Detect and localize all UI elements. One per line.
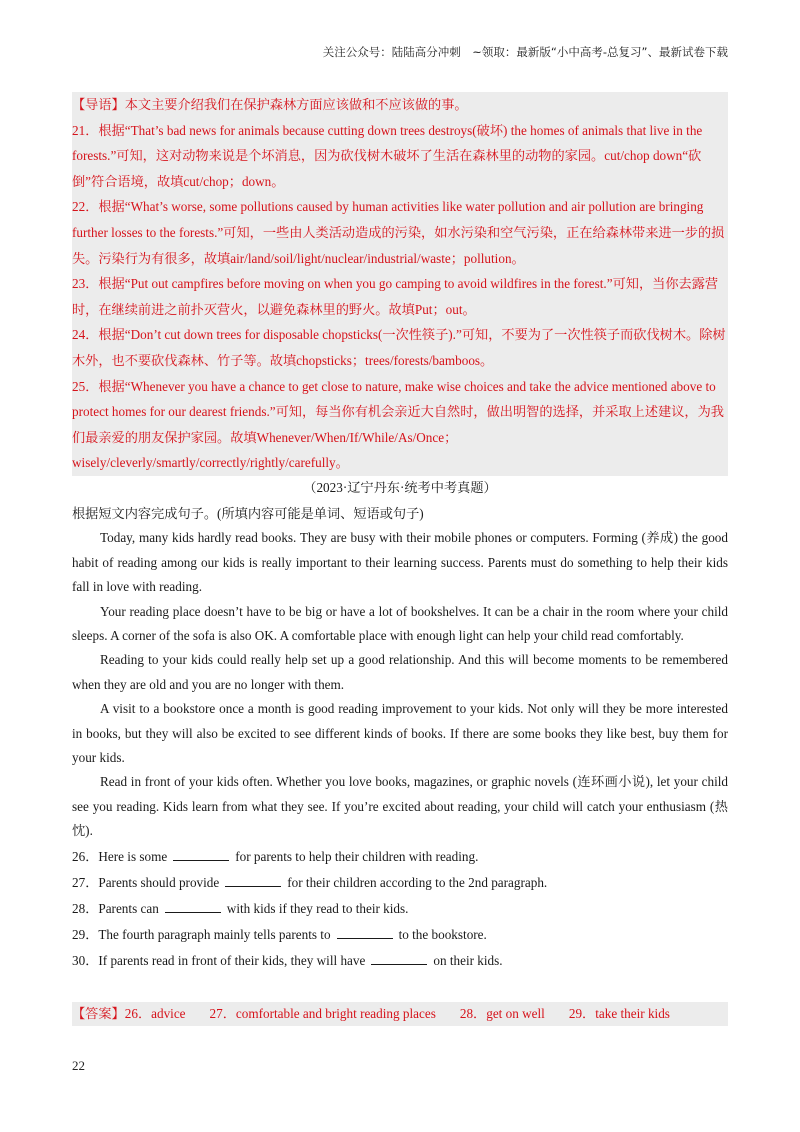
- question-30: 30．If parents read in front of their kids, they will have on their kids.: [72, 952, 503, 968]
- answer-blank[interactable]: [165, 900, 221, 913]
- paragraph-5: Read in front of your kids often. Whether you love books, magazines, or graphic novels (连环画小说), let your child see you reading. Kids learn from what they see. If you’re excited about reading, your child will catch your enthusiasm (热忱).: [72, 774, 728, 839]
- analysis-item-21: 21．根据“That’s bad news for animals because cutting down trees destroys(破坏) the homes of animals that live in the forests.”可知，这对动物来说是个坏消息，因为砍伐树木破坏了生活在森林里的动物的家园。cut/chop down“砍倒”符合语境，故填cut/chop；down。: [72, 122, 703, 189]
- analysis-item-24: 24．根据“Don’t cut down trees for disposable chopsticks(一次性筷子).”可知，不要为了一次性筷子而砍伐树木。除树木外，也不要砍伐森林、竹子等。故填chopsticks；trees/forests/bamboos。: [72, 327, 726, 368]
- answer-blank[interactable]: [371, 952, 427, 965]
- analysis-item-22: 22．根据“What’s worse, some pollutions caused by human activities like water pollution and air pollution are bringing further losses to the forests.”可知，一些由人类活动造成的污染，如水污染和空气污染，正在给森林带来进一步的损失。污染行为有很多，故填air/land/soil/light/nuclear/industrial/waste；pollution。: [72, 199, 725, 266]
- question-28: 28．Parents can with kids if they read to their kids.: [72, 900, 409, 916]
- exam-source: （2023·辽宁丹东·统考中考真题）: [303, 480, 497, 495]
- answer-28: 28．get on well: [459, 1006, 545, 1021]
- analysis-box: [72, 92, 728, 476]
- analysis-item-25: 25．根据“Whenever you have a chance to get close to nature, make wise choices and take the advice mentioned above to protect homes for our dearest friends.”可知，每当你有机会亲近大自然时，做出明智的选择，并采取上述建议，为我们最亲爱的朋友保护家园。故填Whenever/When/If/While/As/Once；wisely/cleverly/smartly/correctly/rightly/carefully。: [72, 378, 724, 471]
- analysis-item-23: 23．根据“Put out campfires before moving on when you go camping to avoid wildfires in the forest.”可知，当你去露营时，在继续前进之前扑灭营火，以避免森林里的野火。故填Put；out。: [72, 276, 719, 317]
- answer-blank[interactable]: [173, 848, 229, 861]
- answer-27: 27．comfortable and bright reading places: [209, 1006, 436, 1021]
- answer-29: 29．take their kids: [568, 1006, 670, 1021]
- question-26: 26．Here is some for parents to help their children with reading.: [72, 848, 479, 864]
- paragraph-3: Reading to your kids could really help set up a good relationship. And this will become moments to be remembered when they are old and you are no longer with them.: [72, 652, 728, 692]
- page-header: 关注公众号：陆陆高分冲刺 ~领取：最新版“小中高考-总复习”、最新试卷下载: [322, 45, 728, 59]
- paragraph-2: Your reading place doesn’t have to be big or have a lot of bookshelves. It can be a chair in the room where your child sleeps. A corner of the sofa is also OK. A comfortable place with enough light can help your child read comfortably.: [72, 603, 728, 644]
- question-27: 27．Parents should provide for their children according to the 2nd paragraph.: [72, 874, 548, 890]
- answer-26: 26．advice: [124, 1006, 186, 1021]
- instruction: 根据短文内容完成句子。(所填内容可能是单词、短语或句子): [72, 506, 424, 521]
- answer-key: [72, 1002, 728, 1026]
- analysis-intro: 【导语】本文主要介绍我们在保护森林方面应该做和不应该做的事。: [72, 97, 468, 112]
- answer-label: 【答案】: [72, 1006, 125, 1021]
- answer-blank[interactable]: [225, 874, 281, 887]
- paragraph-1: Today, many kids hardly read books. They are busy with their mobile phones or computers. Forming (养成) the good habit of reading among our kids is really important to their learning success. Parents must do something to help their kids fall in love with reading.: [72, 530, 728, 595]
- reading-passage: [72, 502, 728, 974]
- page-number: 22: [72, 1058, 85, 1073]
- question-29: 29．The fourth paragraph mainly tells parents to to the bookstore.: [72, 926, 487, 942]
- answer-blank[interactable]: [337, 926, 393, 939]
- paragraph-4: A visit to a bookstore once a month is good reading improvement to your kids. Not only will they be more interested in books, but they will also be excited to see different kinds of books. If there are some books they like best, buy them for your kids.: [72, 701, 728, 766]
